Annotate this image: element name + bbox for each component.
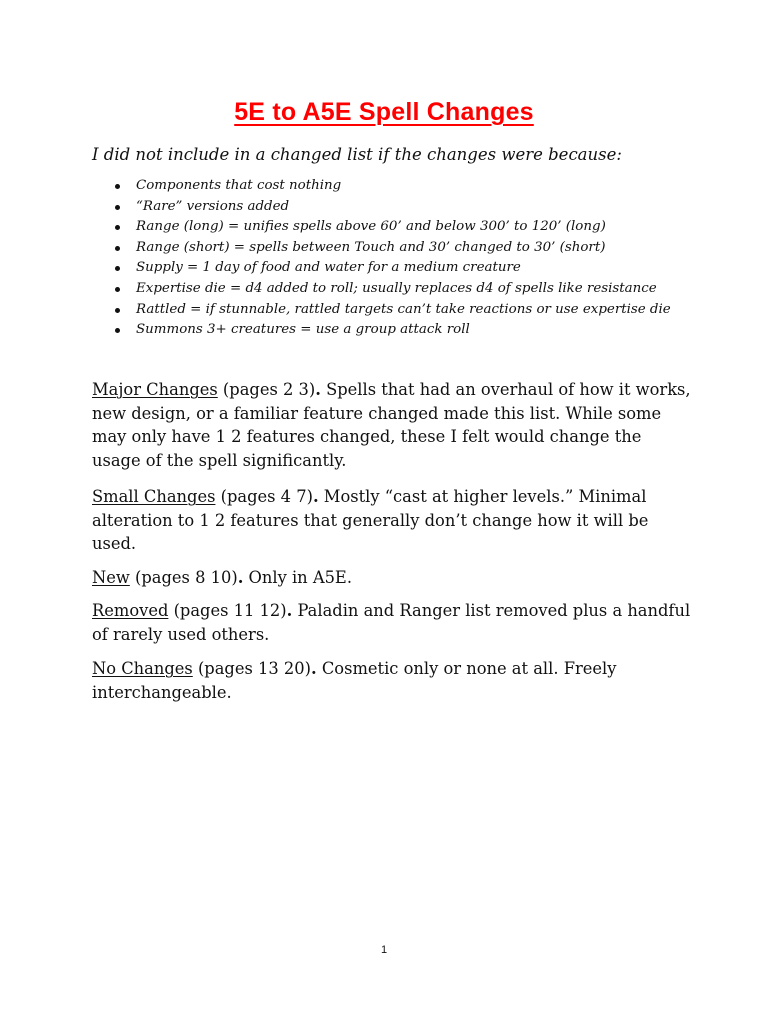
bullet-icon <box>115 328 120 333</box>
list-item: Expertise die = d4 added to roll; usually replaces d4 of spells like resistance <box>112 279 732 300</box>
list-item: Supply = 1 day of food and water for a medium creature <box>112 258 732 279</box>
list-item: Summons 3+ creatures = use a group attack roll <box>112 320 732 341</box>
bullet-icon <box>115 225 120 230</box>
list-item: Rattled = if stunnable, rattled targets can’t take reactions or use expertise die <box>112 300 732 321</box>
section-heading: No Changes <box>92 659 193 678</box>
section-heading: New <box>92 568 130 587</box>
section-text: Paladin and Ranger list removed plus a handful of rarely used others. <box>92 601 691 644</box>
section-heading: Major Changes <box>92 380 218 399</box>
page-number: 1 <box>380 944 388 956</box>
section-no-changes <box>92 657 692 704</box>
bullet-icon <box>115 266 120 271</box>
section-heading: Removed <box>92 601 169 620</box>
section-period: . <box>312 487 319 506</box>
list-item: Range (short) = spells between Touch and 30’ changed to 30’ (short) <box>112 238 732 259</box>
section-pages: (pages 11 12) <box>168 601 287 620</box>
section-pages: (pages 4 7) <box>215 487 313 506</box>
bullet-icon <box>115 205 120 210</box>
bullet-icon <box>115 308 120 313</box>
section-major-changes <box>92 378 692 472</box>
section-period: . <box>237 568 244 587</box>
section-new <box>92 566 692 590</box>
section-pages: (pages 13 20) <box>192 659 311 678</box>
section-text: Only in A5E. <box>243 568 352 587</box>
section-period: . <box>286 601 293 620</box>
section-small-changes <box>92 485 692 556</box>
exclusion-list <box>112 176 732 341</box>
section-text: Spells that had an overhaul of how it works, new design, or a familiar feature changed made this list. While some may only have 1 2 features changed, these I felt would change the usage of the spell significantly. <box>92 380 691 470</box>
list-item: Components that cost nothing <box>112 176 732 197</box>
section-removed <box>92 599 692 646</box>
bullet-icon <box>115 246 120 251</box>
section-pages: (pages 8 10) <box>129 568 238 587</box>
section-text: Mostly “cast at higher levels.” Minimal alteration to 1 2 features that generally don’t change how it will be used. <box>92 487 649 553</box>
document-title <box>0 94 768 130</box>
list-item: Range (long) = unifies spells above 60’ and below 300’ to 120’ (long) <box>112 217 732 238</box>
bullet-icon <box>115 287 120 292</box>
intro-text: I did not include in a changed list if the changes were because: <box>92 145 622 164</box>
list-item: “Rare” versions added <box>112 197 732 218</box>
section-pages: (pages 2 3) <box>217 380 316 399</box>
section-period: . <box>311 659 317 678</box>
document-title-text: 5E to A5E Spell Changes <box>234 98 534 126</box>
section-period: . <box>315 380 321 399</box>
section-heading: Small Changes <box>92 487 216 506</box>
section-text: Cosmetic only or none at all. Freely interchangeable. <box>92 659 617 702</box>
bullet-icon <box>115 184 120 189</box>
